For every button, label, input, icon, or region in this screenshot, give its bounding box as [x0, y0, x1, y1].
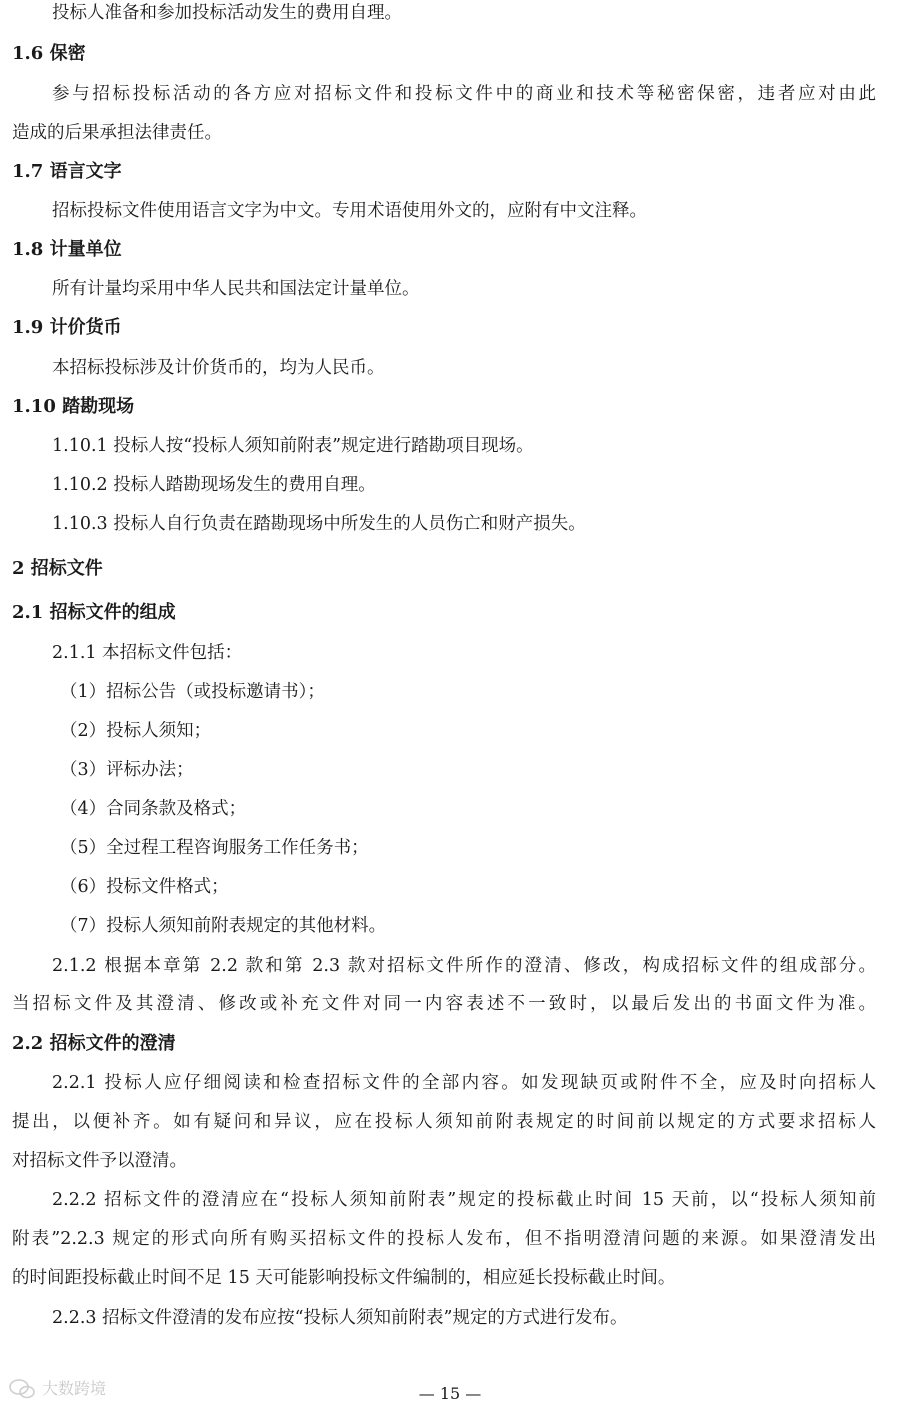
paragraph-line: 当招标文件及其澄清、修改或补充文件对同一内容表述不一致时，以最后发出的书面文件为准。 [12, 994, 876, 1014]
paragraph-line: 造成的后果承担法律责任。 [12, 123, 222, 143]
paragraph-line: 招标投标文件使用语言文字为中文。专用术语使用外文的，应附有中文注释。 [52, 201, 647, 221]
list-item: （5）全过程工程咨询服务工作任务书； [60, 838, 369, 858]
list-item: （7）投标人须知前附表规定的其他材料。 [60, 916, 387, 936]
list-item: （1）招标公告（或投标邀请书）； [60, 682, 325, 702]
paragraph-line: 对招标文件予以澄清。 [12, 1151, 187, 1171]
paragraph-line: 2.1.2 根据本章第 2.2 款和第 2.3 款对招标文件所作的澄清、修改，构成招标文件的组成部分。 [52, 956, 876, 976]
paragraph-line: 投标人准备和参加投标活动发生的费用自理。 [52, 3, 402, 23]
list-item: （2）投标人须知； [60, 721, 212, 741]
paragraph-line: 1.10.1 投标人按“投标人须知前附表”规定进行踏勘项目现场。 [52, 436, 534, 456]
section-heading: 1.8 计量单位 [12, 239, 122, 260]
section-heading: 2.1 招标文件的组成 [12, 602, 176, 623]
paragraph-line: 2.2.1 投标人应仔细阅读和检查招标文件的全部内容。如发现缺页或附件不全，应及时向招标人 [52, 1073, 876, 1093]
section-heading: 2 招标文件 [12, 558, 103, 579]
page-number: — 15 — [418, 1384, 482, 1403]
paragraph-line: 1.10.2 投标人踏勘现场发生的费用自理。 [52, 475, 376, 495]
section-heading: 1.7 语言文字 [12, 161, 122, 182]
section-heading: 1.9 计价货币 [12, 317, 122, 338]
paragraph-line: 2.2.3 招标文件澄清的发布应按“投标人须知前附表”规定的方式进行发布。 [52, 1308, 628, 1328]
section-heading: 2.2 招标文件的澄清 [12, 1033, 176, 1054]
paragraph-line: 本招标投标涉及计价货币的，均为人民币。 [52, 358, 385, 378]
paragraph-line: 2.2.2 招标文件的澄清应在“投标人须知前附表”规定的投标截止时间 15 天前，以“投标人须知前 [52, 1190, 876, 1210]
section-heading: 1.6 保密 [12, 43, 86, 64]
section-heading: 1.10 踏勘现场 [12, 396, 135, 417]
list-item: （4）合同条款及格式； [60, 799, 247, 819]
paragraph-line: 所有计量均采用中华人民共和国法定计量单位。 [52, 279, 420, 299]
paragraph-line: 1.10.3 投标人自行负责在踏勘现场中所发生的人员伤亡和财产损失。 [52, 514, 586, 534]
paragraph-line: 参与招标投标活动的各方应对招标文件和投标文件中的商业和技术等秘密保密，违者应对由此 [52, 84, 876, 104]
paragraph-line: 的时间距投标截止时间不足 15 天可能影响投标文件编制的，相应延长投标截止时间。 [12, 1268, 676, 1288]
list-item: （3）评标办法； [60, 760, 194, 780]
paragraph-line: 2.1.1 本招标文件包括： [52, 643, 243, 663]
watermark-text: 大数跨境 [42, 1379, 107, 1398]
paragraph-line: 附表”2.2.3 规定的形式向所有购买招标文件的投标人发布，但不指明澄清问题的来源。如果澄清发出 [12, 1229, 876, 1249]
list-item: （6）投标文件格式； [60, 877, 229, 897]
paragraph-line: 提出，以便补齐。如有疑问和异议，应在投标人须知前附表规定的时间前以规定的方式要求招标人 [12, 1112, 876, 1132]
